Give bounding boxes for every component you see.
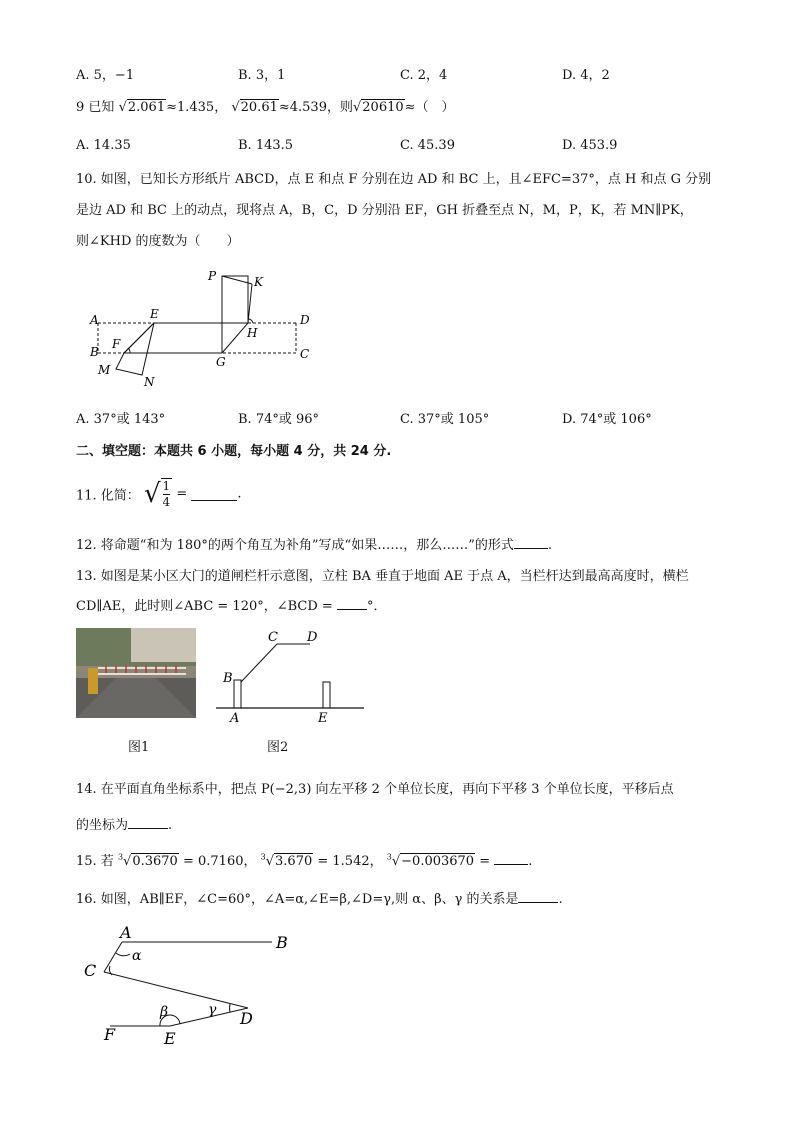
cube-root-index-1: 3 [117,852,124,862]
radical-sign-1: √ [118,100,127,115]
q15-value-2: = 1.542， [313,854,383,869]
q16-label-E: E [164,1029,176,1048]
gate-photo [76,628,196,718]
fig2-label-D: D [307,630,318,645]
q16-figure [80,924,300,1050]
q16-label-alpha: α [132,948,142,964]
fig2-label-C: C [268,630,278,645]
q9-stem: 9 已知 √2.061≈1.435， √20.61≈4.539，则√20610≈（ ） [76,100,455,115]
label-H: H [247,326,258,340]
q15-answer-blank[interactable] [494,852,528,865]
q10-option-a: A. 37°或 143° [76,412,166,427]
label-A: A [90,313,99,327]
label-M: M [98,363,111,377]
q16-label-C: C [84,961,97,980]
q15-value-1: = 0.7160， [178,854,257,869]
q15-radicand-1: 0.3670 [132,854,178,869]
q16-label-A: A [120,924,132,942]
q15-radicand-2: 3.670 [275,854,313,869]
q11 [76,478,242,518]
cube-root-index-3: 3 [386,852,392,862]
q8-option-c: C. 2，4 [400,68,448,83]
q13-figure-2 [214,626,366,724]
q9-option-a: A. 14.35 [76,138,131,153]
label-D: D [300,313,310,327]
q10-option-b: B. 74°或 96° [238,412,320,427]
fig2-label-B: B [223,671,233,686]
q12-end: . [547,538,552,553]
cube-root-index-2: 3 [260,852,266,862]
q11-lead: 11. 化简： [76,488,140,504]
q10-option-d: D. 74°或 106° [562,412,652,427]
q14-line-1: 14. 在平面直角坐标系中，把点 P(−2,3) 向左平移 2 个单位长度，再向下平移 3 个单位长度，平移后点 [76,782,674,797]
label-C: C [300,347,310,361]
radical-sign-2: √ [265,854,275,869]
q16-label-D: D [240,1009,253,1028]
q11-answer-blank[interactable] [191,488,237,501]
q13-line-1: 13. 如图是某小区大门的道闸栏杆示意图，立柱 BA 垂直于地面 AE 于点 A，当栏杆达到最高高度时，横栏 [76,569,689,584]
q9-option-d: D. 453.9 [562,138,618,153]
q12 [76,534,552,553]
fig2-label-A: A [230,711,240,724]
section-2-heading: 二、填空题：本题共 6 小题，每小题 4 分，共 24 分. [76,444,392,459]
q11-denominator: 4 [162,495,171,509]
q16-text: 16. 如图，AB∥EF，∠C=60°，∠A=α,∠E=β,∠D=γ,则 α、β、γ 的关系是 [76,892,519,907]
q16-end: . [558,892,563,907]
q10-option-c: C. 37°或 105° [400,412,490,427]
q16 [76,888,563,907]
q15 [76,850,532,869]
q10-line-3: 则∠KHD 的度数为（ ） [76,234,240,249]
q15-value-3: = [475,854,491,869]
q15-radicand-3: −0.003670 [401,854,475,869]
q15-end: . [528,854,533,869]
q9-option-b: B. 143.5 [238,138,294,153]
q14-line-2 [76,814,172,833]
label-N: N [144,375,155,389]
radical-sign-3: √ [352,100,362,115]
q10-line-2: 是边 AD 和 BC 上的动点，现将点 A，B，C，D 分别沿 EF，GH 折叠至点 N，M，P，K，若 MN∥PK， [76,203,693,218]
q9-value-1: ≈1.435 [166,100,215,115]
radical-sign-3: √ [391,854,401,869]
q16-label-gamma: γ [208,1002,217,1018]
q9-option-c: C. 45.39 [400,138,455,153]
q9-number: 9 [76,100,85,115]
q10-line-1: 10. 如图，已知长方形纸片 ABCD，点 E 和点 F 分别在边 AD 和 BC 上，且∠EFC=37°，点 H 和点 G 分别 [76,172,712,187]
label-P: P [208,269,217,283]
q14-end: . [168,818,173,833]
q11-equals: = [176,486,188,502]
q9-mid: ，则 [326,100,353,115]
q10-figure [84,264,324,394]
label-E: E [150,307,159,321]
q8-option-b: B. 3，1 [238,68,286,83]
q9-lead: 已知 [88,100,115,115]
label-G: G [216,355,226,369]
q8-option-d: D. 4，2 [562,68,610,83]
fig2-label-E: E [318,711,328,724]
q16-label-F: F [104,1025,116,1044]
q16-label-B: B [276,933,288,952]
q11-fraction [161,478,173,510]
q14-line-2-text: 的坐标为 [76,818,129,833]
q11-end: . [237,486,242,502]
radical-sign-2: √ [231,100,240,115]
radical-sign: √ [143,479,161,509]
q9-radicand-3: 20610 [362,100,404,115]
q8-option-a: A. 5，−1 [76,68,135,83]
radical-sign-1: √ [123,854,132,869]
q12-text: 12. 将命题“和为 180°的两个角互为补角”写成“如果……，那么……”的形式 [76,538,514,553]
q15-lead: 15. 若 [76,854,114,869]
q16-answer-blank[interactable] [518,890,558,903]
q9-value-2: ≈4.539 [278,100,327,115]
q9-radicand-2: 20.61 [240,100,278,115]
q14-answer-blank[interactable] [128,816,168,829]
q9-radicand-1: 2.061 [127,100,166,115]
label-F: F [112,337,121,351]
fig2-caption: 图2 [267,740,289,755]
q12-answer-blank[interactable] [514,536,548,549]
label-B: B [90,345,99,359]
q11-numerator: 1 [162,479,171,493]
q13-line-2b: °． [366,599,387,614]
q16-label-beta: β [160,1004,169,1020]
q13-answer-blank[interactable] [337,597,367,610]
label-K: K [254,275,263,289]
q9-value-3: ≈（ ） [404,100,455,115]
fig1-caption: 图1 [128,740,150,755]
q13-line-2 [76,595,386,614]
q13-line-2a: CD∥AE，此时则∠ABC = 120°，∠BCD = [76,599,333,614]
